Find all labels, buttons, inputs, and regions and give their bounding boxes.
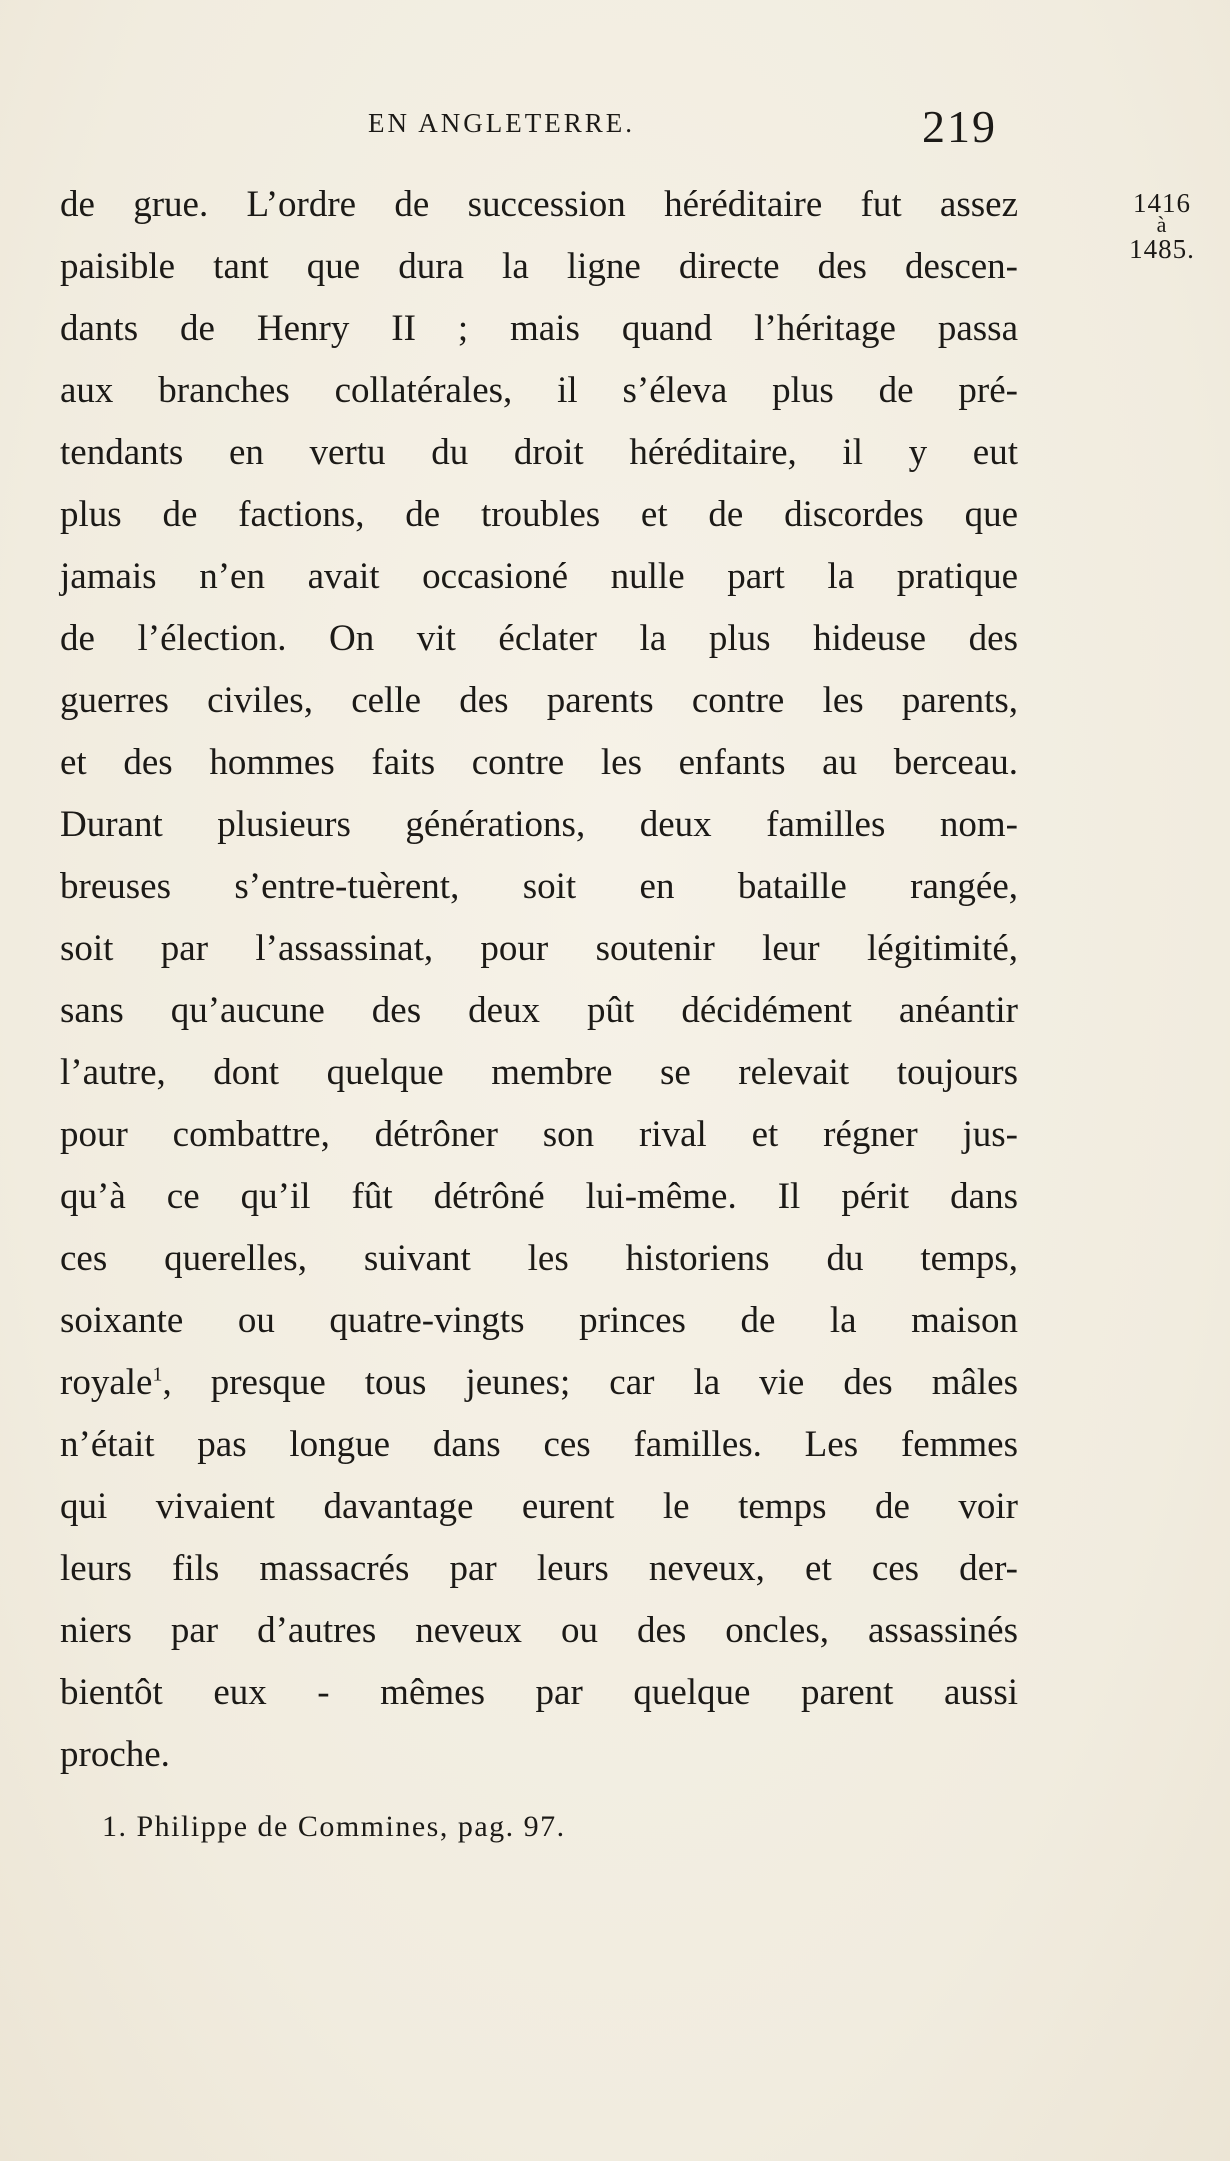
margin-year-start: 1416 — [1133, 188, 1191, 218]
text-line: et des hommes faits contre les enfants au berceau. — [60, 742, 1018, 783]
body-text — [60, 174, 1018, 1786]
text-line: jamais n’en avait occasioné nulle part la pratique — [60, 556, 1018, 597]
text-line: breuses s’entre-tuèrent, soit en bataille rangée, — [60, 866, 1018, 907]
text-line: dants de Henry II ; mais quand l’héritage passa — [60, 308, 1018, 349]
text-fragment: royale — [60, 1362, 153, 1403]
footnote-reference: 1 — [152, 1363, 163, 1386]
text-line: soixante ou quatre-vingts princes de la maison — [60, 1300, 1018, 1341]
text-line: Durant plusieurs générations, deux familles nom- — [60, 804, 1018, 845]
running-head: EN ANGLETERRE. — [368, 108, 635, 138]
text-fragment: , presque tous jeunes; car la vie des mâles — [162, 1362, 1018, 1403]
text-line: plus de factions, de troubles et de discordes que — [60, 494, 1018, 535]
text-line: pour combattre, détrôner son rival et régner jus- — [60, 1114, 1018, 1155]
text-line: bientôt eux - mêmes par quelque parent aussi — [60, 1672, 1018, 1713]
margin-year-separator: à — [1156, 212, 1168, 237]
text-line: qu’à ce qu’il fût détrôné lui-même. Il périt dans — [60, 1176, 1018, 1217]
text-line: de grue. L’ordre de succession héréditaire fut assez — [60, 184, 1018, 225]
text-line: soit par l’assassinat, pour soutenir leur légitimité, — [60, 928, 1018, 969]
text-line: niers par d’autres neveux ou des oncles, assassinés — [60, 1610, 1018, 1651]
text-line: de l’élection. On vit éclater la plus hideuse des — [60, 618, 1018, 659]
text-line: paisible tant que dura la ligne directe des descen- — [60, 246, 1018, 287]
text-line: sans qu’aucune des deux pût décidément anéantir — [60, 990, 1018, 1031]
text-line: l’autre, dont quelque membre se relevait toujours — [60, 1052, 1018, 1093]
text-line: ces querelles, suivant les historiens du temps, — [60, 1238, 1018, 1279]
text-line-with-footnote-ref — [60, 1352, 1018, 1414]
footnote: 1. Philippe de Commines, pag. 97. — [102, 1810, 566, 1843]
text-line: tendants en vertu du droit héréditaire, il y eut — [60, 432, 1018, 473]
text-line: n’était pas longue dans ces familles. Les femmes — [60, 1424, 1018, 1465]
text-line-last: proche. — [60, 1734, 170, 1775]
margin-year-end: 1485. — [1129, 234, 1195, 264]
page-number: 219 — [922, 101, 997, 152]
text-line: leurs fils massacrés par leurs neveux, et ces der- — [60, 1548, 1018, 1589]
text-line: aux branches collatérales, il s’éleva plus de pré- — [60, 370, 1018, 411]
text-line: qui vivaient davantage eurent le temps de voir — [60, 1486, 1018, 1527]
text-line: guerres civiles, celle des parents contre les parents, — [60, 680, 1018, 721]
